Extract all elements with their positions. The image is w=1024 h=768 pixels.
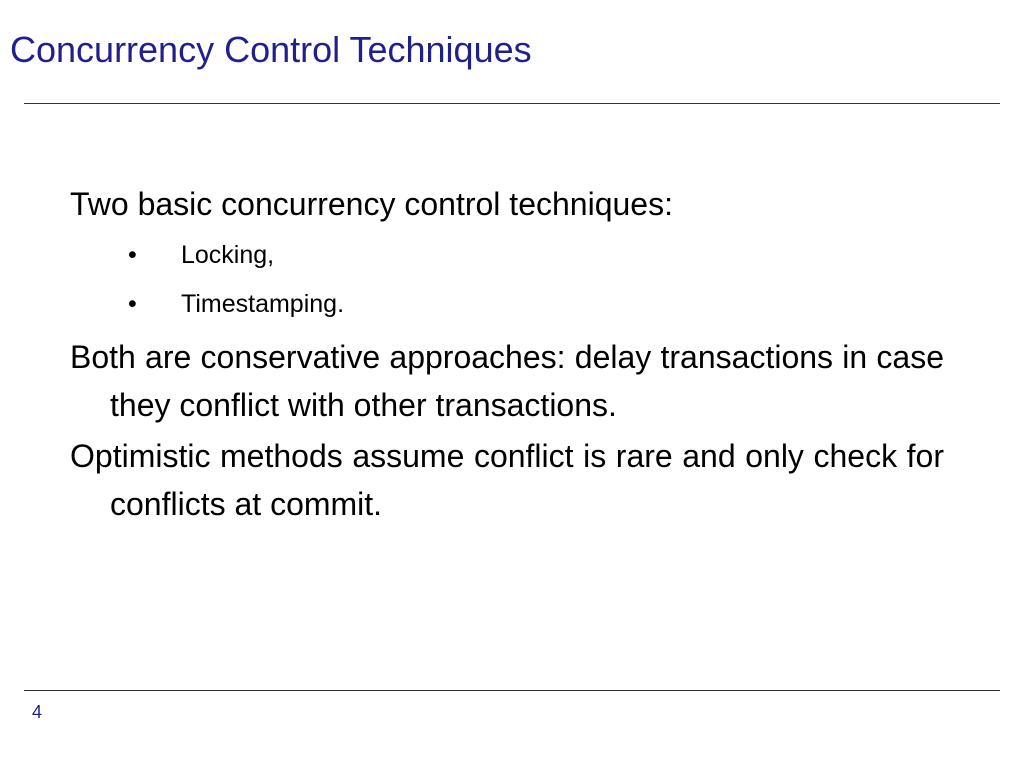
page-number: 4 bbox=[32, 702, 43, 722]
footer-divider bbox=[24, 690, 1000, 691]
title-divider bbox=[24, 103, 1000, 104]
list-item-label: Timestamping. bbox=[181, 290, 345, 318]
optimistic-paragraph: Optimistic methods assume conflict is rare and only check for conflicts at commit. bbox=[70, 438, 944, 522]
slide-title: Concurrency Control Techniques bbox=[10, 29, 532, 70]
intro-paragraph: Two basic concurrency control techniques: bbox=[70, 186, 673, 222]
list-item-timestamping bbox=[70, 280, 944, 329]
slide-body bbox=[70, 180, 944, 531]
list-item-locking bbox=[70, 231, 944, 280]
technique-list bbox=[70, 231, 944, 329]
bullet-marker: • bbox=[128, 241, 137, 269]
bullet-marker: • bbox=[128, 290, 137, 318]
conservative-paragraph: Both are conservative approaches: delay transactions in case they conflict with other transactions. bbox=[70, 339, 944, 423]
list-item-label: Locking, bbox=[181, 241, 275, 269]
